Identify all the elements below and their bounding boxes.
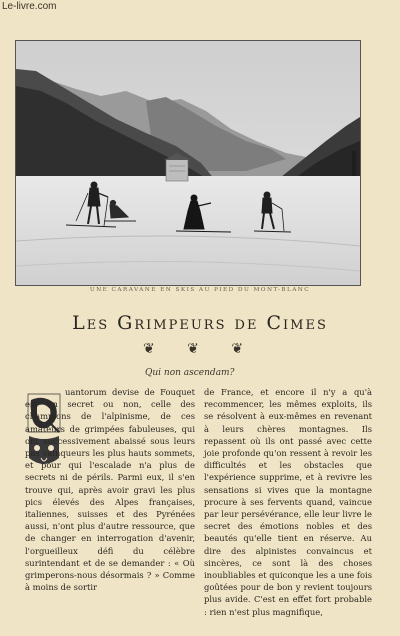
photo-caption: UNE CARAVANE EN SKIS AU PIED DU MONT-BLANC <box>89 287 311 293</box>
article-column-right: de France, et encore il n'y a qu'à recommencer, les mêmes exploits, ils se résolvent à eux-mêmes en revenant à leurs chères montagnes. Ils repassent où ils ont passé avec cette joie profonde qu'on ressent à revoir les difficultés et les obstacles que l'expérience supprime, et à revivre les sensations si vives que la montagne procure à ses fervents quand, vaincue par leur persévérance, elle leur livre le secret des émotions nobles et des beautés qu'elle tient en réserve. Au dire des alpinistes convaincus et sincères, ce sont là des choses inoubliables et quiconque les a une fois goûtées pour de bon y revient toujours plus avide. C'est en effet fort probable : rien n'est plus magnifique, <box>204 387 372 617</box>
article-title: Les Grimpeurs de Cimes <box>72 312 328 334</box>
article-column-left: uantorum devise de Fouquet est un secret ou non, celle des champions de l'alpinisme, de ces amateurs de grimpées fabuleuses, qui ont successivement abaissé sous leurs pas vainqueurs les plus hauts sommets, et pour qui l'escalade n'a plus de secrets ni de périls. Parmi eux, il s'en trouve qui, après avoir gravi les plus pics élevés des Alpes françaises, italiennes, suisses et des Pyrénées aussi, n'ont plus d'autre ressource, que de changer en interrogation d'avenir, l'orgueilleux défi du célèbre surintendant et de se demander : « Où grimperons-nous désormais ? » Comme à moins de sortir <box>25 387 195 593</box>
article-epigraph: Qui non ascendam? <box>145 368 235 378</box>
site-watermark: Le-livre.com <box>2 1 57 12</box>
decorative-ornament-icon: ❦ ❦ ❦ <box>142 341 258 357</box>
mountain-skiers-photo <box>15 40 361 286</box>
mountain-photo-icon <box>16 41 360 285</box>
